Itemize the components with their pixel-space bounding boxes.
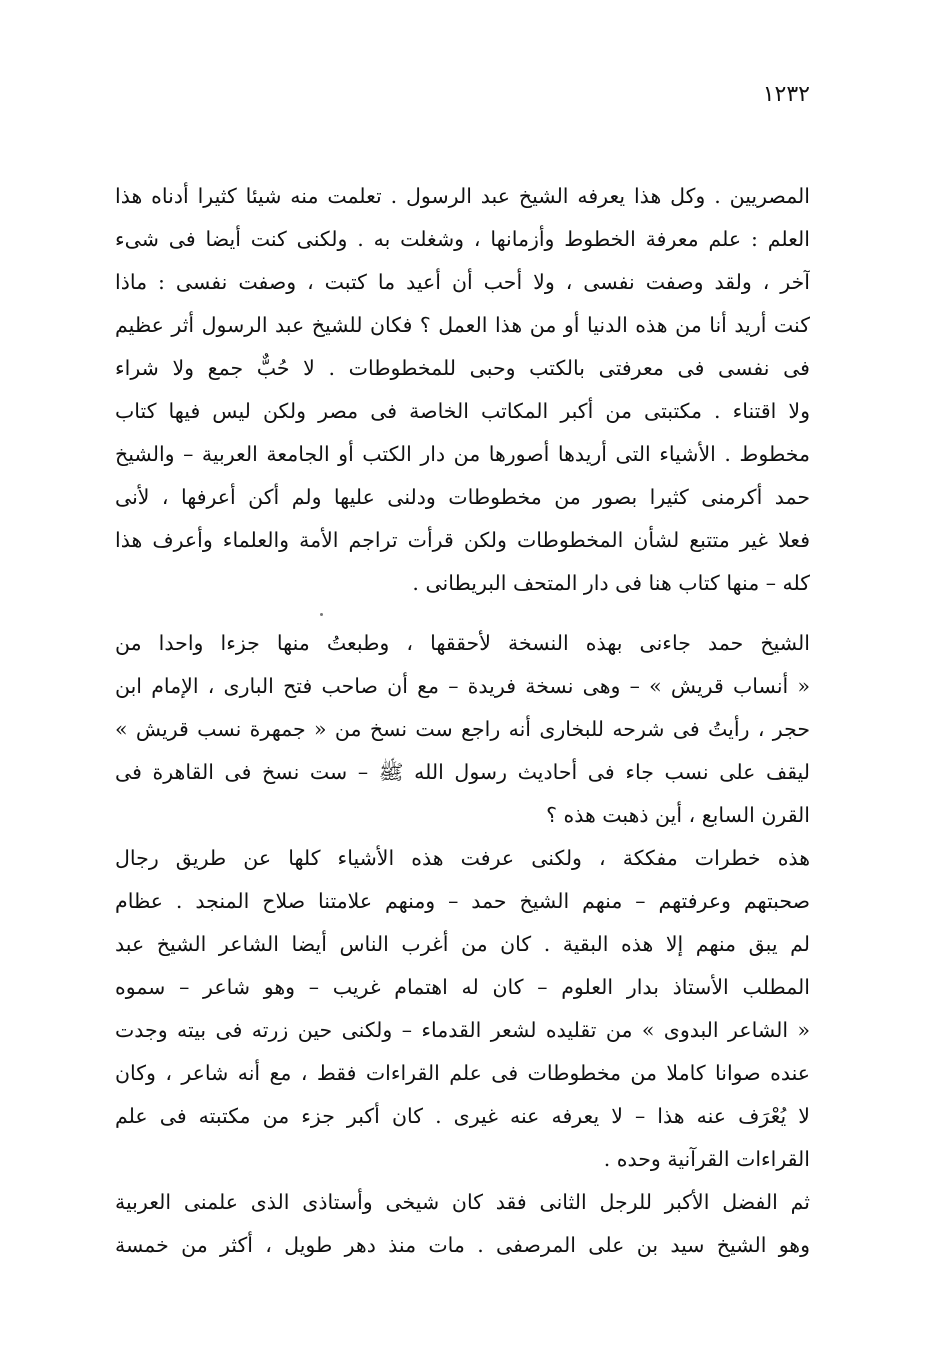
text-line: المصريين . وكل هذا يعرفه الشيخ عبد الرسول . تعلمت منه شيئا كثيرا أدناه هذا bbox=[115, 184, 810, 208]
text-line: هذه خطرات مفككة ، ولكنى عرفت هذه الأشياء كلها عن طريق رجال bbox=[115, 846, 810, 870]
text-line: « أنساب قريش » – وهى نسخة فريدة – مع أن صاحب فتح البارى ، الإمام ابن bbox=[115, 674, 810, 698]
text-line: القرن السابع ، أين ذهبت هذه ؟ bbox=[546, 803, 810, 827]
text-line: ولا اقتناء . مكتبتى من أكبر المكاتب الخاصة فى مصر ولكن ليس فيها كتاب bbox=[115, 399, 810, 423]
text-line: حجر ، رأيتُ فى شرحه للبخارى أنه راجع ست نسخ من « جمهرة نسب قريش » bbox=[115, 717, 810, 741]
text-line: العلم : علم معرفة الخطوط وأزمانها ، وشغلت به . ولكنى كنت أيضا فى شىء bbox=[115, 227, 810, 251]
paragraph-1 bbox=[115, 175, 810, 605]
text-line: حمد أكرمنى كثيرا بصور من مخطوطات ودلنى عليها ولم أكن أعرفها ، لأنى bbox=[115, 485, 810, 509]
paragraph-2 bbox=[115, 622, 810, 837]
text-line: « الشاعر البدوى » من تقليده لشعر القدماء – ولكنى حين زرته فى بيته وجدت bbox=[115, 1018, 810, 1042]
text-line: ليقف على نسب جاء فى أحاديث رسول الله ﷺ – ست نسخ فى القاهرة فى bbox=[115, 760, 810, 784]
text-line: عنده صوانا كاملا من مخطوطات فى علم القراءات فقط ، مع أنه شاعر ، وكان bbox=[115, 1061, 810, 1085]
text-line: فعلا غير متتبع لشأن المخطوطات ولكن قرأت تراجم الأمة والعلماء وأعرف هذا bbox=[115, 528, 810, 552]
text-line: فى نفسى فى معرفتى بالكتب وحبى للمخطوطات . لا حُبٌّ جمع ولا شراء bbox=[115, 356, 810, 380]
text-line: القراءات القرآنية وحده . bbox=[603, 1147, 810, 1171]
text-line: صحبتهم وعرفتهم – منهم الشيخ حمد – ومنهم علامتنا صلاح المنجد . عظام bbox=[115, 889, 810, 913]
text-line: لا يُعْرَف عنه هذا – لا يعرفه عنه غيرى . كان أكبر جزء من مكتبته فى علم bbox=[115, 1104, 810, 1128]
text-line: مخطوط . الأشياء التى أريدها أصورها من دار الكتب أو الجامعة العربية – والشيخ bbox=[115, 442, 810, 466]
text-line: كنت أريد أنا من هذه الدنيا أو من هذا العمل ؟ فكان للشيخ عبد الرسول أثر عظيم bbox=[115, 313, 810, 337]
text-line: لم يبق منهم إلا هذه البقية . كان من أغرب الناس أيضا الشاعر الشيخ عبد bbox=[115, 932, 810, 956]
text-line: وهو الشيخ سيد بن على المرصفى . مات منذ دهر طويل ، أكثر من خمسة bbox=[115, 1233, 810, 1257]
text-line: ثم الفضل الأكبر للرجل الثانى فقد كان شيخى وأستاذى الذى علمنى العربية bbox=[115, 1190, 810, 1214]
page-number: ١٢٣٢ bbox=[762, 82, 810, 107]
text-line: الشيخ حمد جاءنى بهذه النسخة لأحققها ، وطبعتُ منها جزءا واحدا من bbox=[115, 631, 810, 655]
body-text bbox=[115, 175, 810, 1267]
text-line: المطلب الأستاذ بدار العلوم – كان له اهتمام غريب – وهو شاعر – سموه bbox=[115, 975, 810, 999]
paragraph-3 bbox=[115, 837, 810, 1181]
paragraph-4 bbox=[115, 1181, 810, 1267]
text-line: كله – منها كتاب هنا فى دار المتحف البريطانى . bbox=[412, 571, 810, 595]
text-line: آخر ، ولقد وصفت نفسى ، ولا أحب أن أعيد ما كتبت ، وصفت نفسى : ماذا bbox=[115, 270, 810, 294]
